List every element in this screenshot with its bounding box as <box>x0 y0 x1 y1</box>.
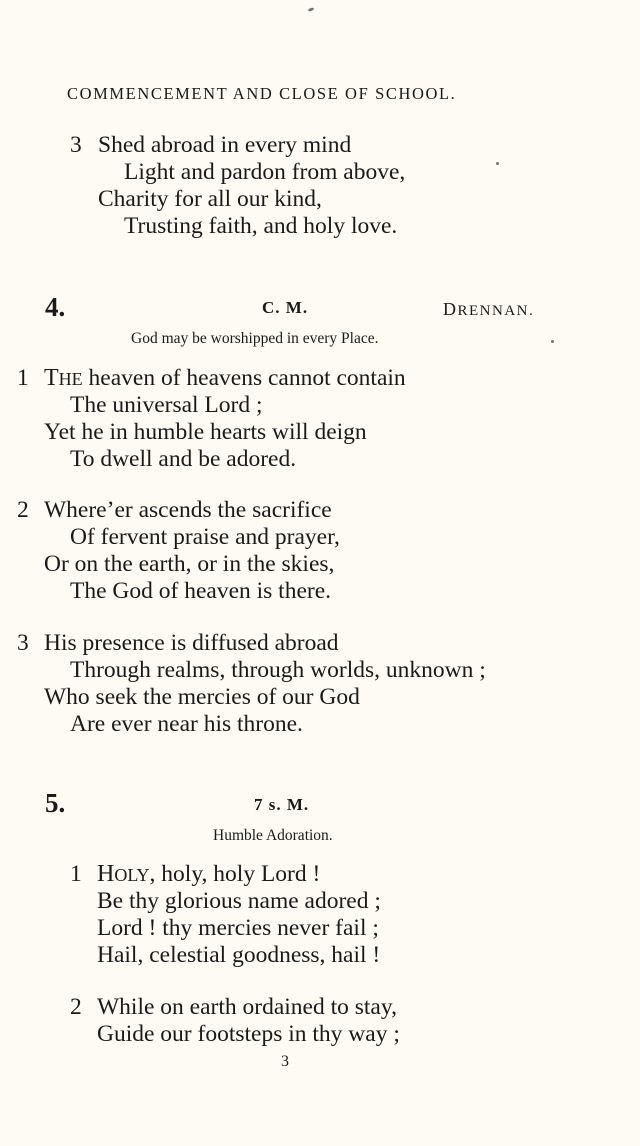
tune-initial: D <box>443 299 458 319</box>
ink-speck <box>496 162 499 165</box>
tune-rest: RENNAN. <box>457 303 535 319</box>
small-caps: HE <box>58 369 83 389</box>
verse-line: Or on the earth, or in the skies, <box>44 551 335 577</box>
drop-initial: T <box>44 365 59 391</box>
hymn-subtitle: God may be worshipped in every Place. <box>131 330 379 347</box>
hymn-subtitle: Humble Adoration. <box>213 827 333 844</box>
verse-line: Guide our footsteps in thy way ; <box>97 1021 400 1047</box>
verse-number: 1 <box>17 365 29 391</box>
hymn-meter: C. M. <box>262 298 309 317</box>
verse-line: Hail, celestial goodness, hail ! <box>97 942 381 968</box>
verse-line: The universal Lord ; <box>70 392 263 418</box>
verse-line: Trusting faith, and holy love. <box>124 213 398 239</box>
hymn-number: 5. <box>45 788 66 818</box>
verse-line: Shed abroad in every mind <box>98 132 352 158</box>
verse-line: The God of heaven is there. <box>70 578 332 604</box>
line-rest: heaven of heavens cannot contain <box>82 365 406 391</box>
verse-number: 3 <box>17 630 29 656</box>
verse-line: While on earth ordained to stay, <box>97 994 397 1020</box>
drop-initial: H <box>97 861 115 887</box>
verse-line: His presence is diffused abroad <box>44 630 339 656</box>
verse-line: Are ever near his throne. <box>70 711 303 737</box>
verse-line: Be thy glorious name adored ; <box>97 888 381 914</box>
ink-speck <box>308 7 315 12</box>
hymn-meter: 7 s. M. <box>254 795 310 814</box>
page-number: 3 <box>281 1053 289 1070</box>
running-header: COMMENCEMENT AND CLOSE OF SCHOOL. <box>67 84 457 103</box>
verse-number: 3 <box>70 132 82 158</box>
verse-number: 2 <box>17 497 29 523</box>
verse-line: Who seek the mercies of our God <box>44 684 360 710</box>
verse-line: Light and pardon from above, <box>124 159 406 185</box>
verse-line: Yet he in humble hearts will deign <box>44 419 367 445</box>
verse-line: Of fervent praise and prayer, <box>70 524 340 550</box>
verse-line <box>97 861 320 890</box>
hymn-number: 4. <box>45 292 66 322</box>
small-caps: OLY <box>114 865 150 885</box>
verse-line: Lord ! thy mercies never fail ; <box>97 915 379 941</box>
verse-line: Through realms, through worlds, unknown ; <box>70 657 486 683</box>
line-rest: , holy, holy Lord ! <box>149 861 321 887</box>
verse-line: To dwell and be adored. <box>70 446 297 472</box>
verse-line <box>44 365 406 394</box>
verse-line: Where’er ascends the sacrifice <box>44 497 332 523</box>
hymn-tune <box>443 299 534 320</box>
verse-line: Charity for all our kind, <box>98 186 322 212</box>
verse-number: 1 <box>70 861 82 887</box>
verse-number: 2 <box>70 994 82 1020</box>
ink-speck <box>551 340 554 343</box>
